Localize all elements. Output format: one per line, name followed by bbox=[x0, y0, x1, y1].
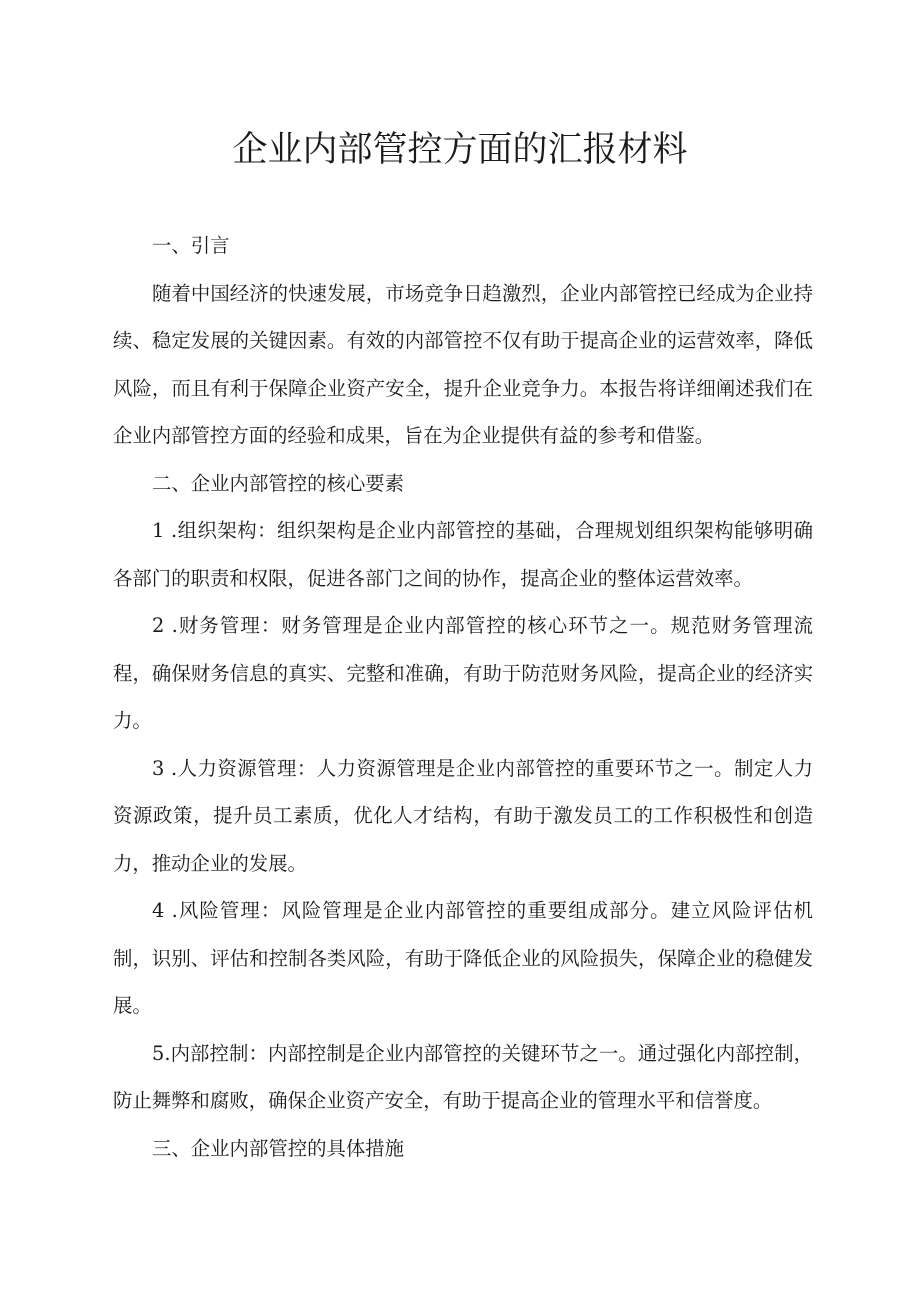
section-heading-core-elements: 二、企业内部管控的核心要素 bbox=[152, 471, 405, 495]
document-title: 企业内部管控方面的汇报材料 bbox=[232, 130, 688, 170]
paragraph-item-3: 3 .人力资源管理：人力资源管理是企业内部管控的重要环节之一。制定人力资源政策，提升员工素质，优化人才结构，有助于激发员工的工作积极性和创造力，推动企业的发展。 bbox=[113, 756, 813, 875]
document-body bbox=[113, 222, 813, 1172]
paragraph-item-1: 1 .组织架构：组织架构是企业内部管控的基础，合理规划组织架构能够明确各部门的职责和权限，促进各部门之间的协作，提高企业的整体运营效率。 bbox=[113, 519, 813, 590]
section-heading-intro: 一、引言 bbox=[152, 234, 230, 257]
paragraph-intro: 随着中国经济的快速发展，市场竞争日趋激烈，企业内部管控已经成为企业持续、稳定发展的关键因素。有效的内部管控不仅有助于提高企业的运营效率，降低风险，而且有利于保障企业资产安全，提升企业竞争力。本报告将详细阐述我们在企业内部管控方面的经验和成果，旨在为企业提供有益的参考和借鉴。 bbox=[113, 281, 813, 447]
section-heading-measures: 三、企业内部管控的具体措施 bbox=[152, 1136, 405, 1160]
paragraph-item-2: 2 .财务管理：财务管理是企业内部管控的核心环节之一。规范财务管理流程，确保财务信息的真实、完整和准确，有助于防范财务风险，提高企业的经济实力。 bbox=[113, 614, 813, 732]
paragraph-item-4: 4 .风险管理：风险管理是企业内部管控的重要组成部分。建立风险评估机制，识别、评估和控制各类风险，有助于降低企业的风险损失，保障企业的稳健发展。 bbox=[113, 899, 813, 1017]
paragraph-item-5: 5.内部控制：内部控制是企业内部管控的关键环节之一。通过强化内部控制，防止舞弊和腐败，确保企业资产安全，有助于提高企业的管理水平和信誉度。 bbox=[113, 1041, 813, 1112]
